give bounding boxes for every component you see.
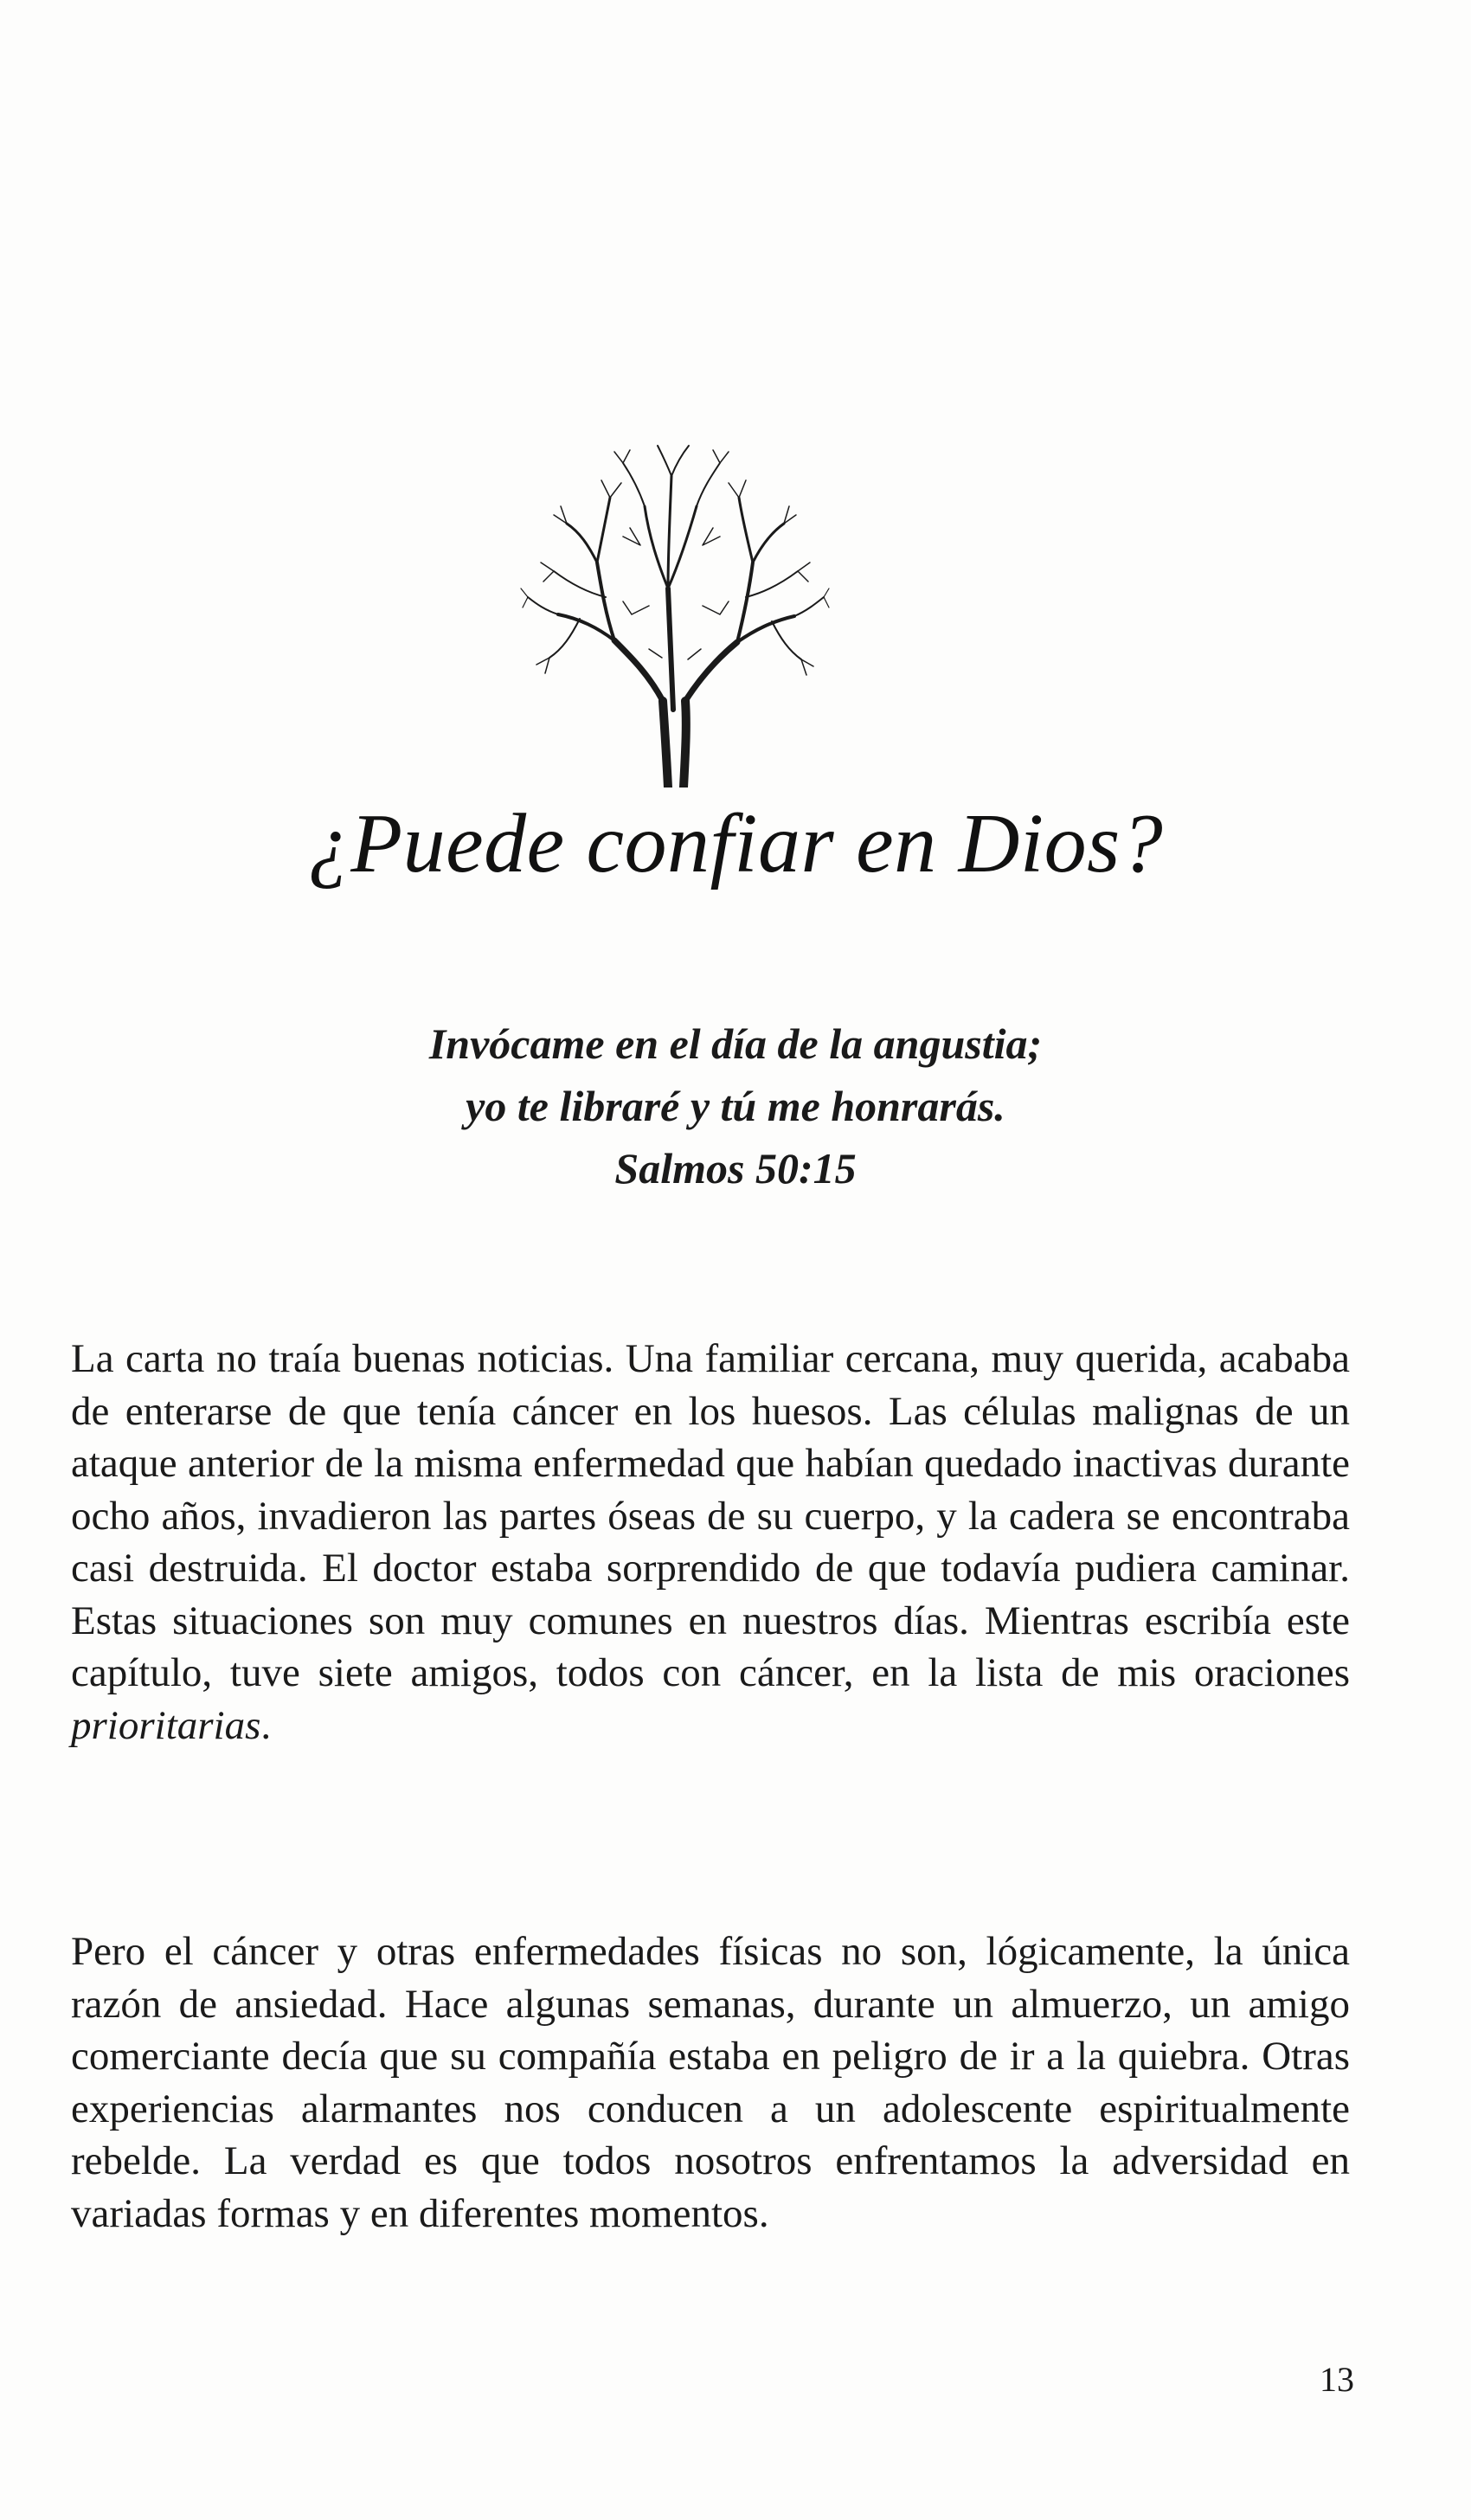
paragraph-2-text: Pero el cáncer y otras enfermedades físicas no son, lógicamente, la única razón de ansiedad. Hace algunas semanas, durante un almuerzo, un amigo comerciante decía que su compañía estaba en peligro de ir a la quiebra. Otras experiencias alarmantes nos conducen a un adolescente espiritualmente rebelde. La verdad es que todos nosotros enfrentamos la adversidad en variadas formas y en diferentes momentos. xyxy=(71,1929,1350,2236)
paragraph-1-end: . xyxy=(260,1702,272,1748)
epigraph-reference: Salmos 50:15 xyxy=(614,1144,857,1192)
page-number: 13 xyxy=(1320,2360,1354,2399)
epigraph xyxy=(0,1012,1471,1199)
epigraph-line-2: yo te libraré y tú me honrarás. xyxy=(466,1082,1005,1130)
tree-icon xyxy=(519,441,831,788)
epigraph-line-1: Invócame en el día de la angustia; xyxy=(428,1019,1043,1068)
chapter-title: ¿Puede confiar en Dios? xyxy=(307,797,1164,890)
paragraph-1-emphasis: prioritarias xyxy=(71,1702,261,1748)
paragraph-1 xyxy=(71,1333,1350,1752)
paragraph-2 xyxy=(71,1925,1350,2240)
paragraph-1-text: La carta no traía buenas noticias. Una familiar cercana, muy querida, acababa de enterarse de que tenía cáncer en los huesos. Las células malignas de un ataque anterior de la misma enfermedad que habían quedado inactivas durante ocho años, invadieron las partes óseas de su cuerpo, y la cadera se encontraba casi destruida. El doctor estaba sorprendido de que todavía pudiera caminar. Estas situaciones son muy comunes en nuestros días. Mientras escribía este capítulo, tuve siete amigos, todos con cáncer, en la lista de mis oraciones xyxy=(71,1336,1350,1695)
